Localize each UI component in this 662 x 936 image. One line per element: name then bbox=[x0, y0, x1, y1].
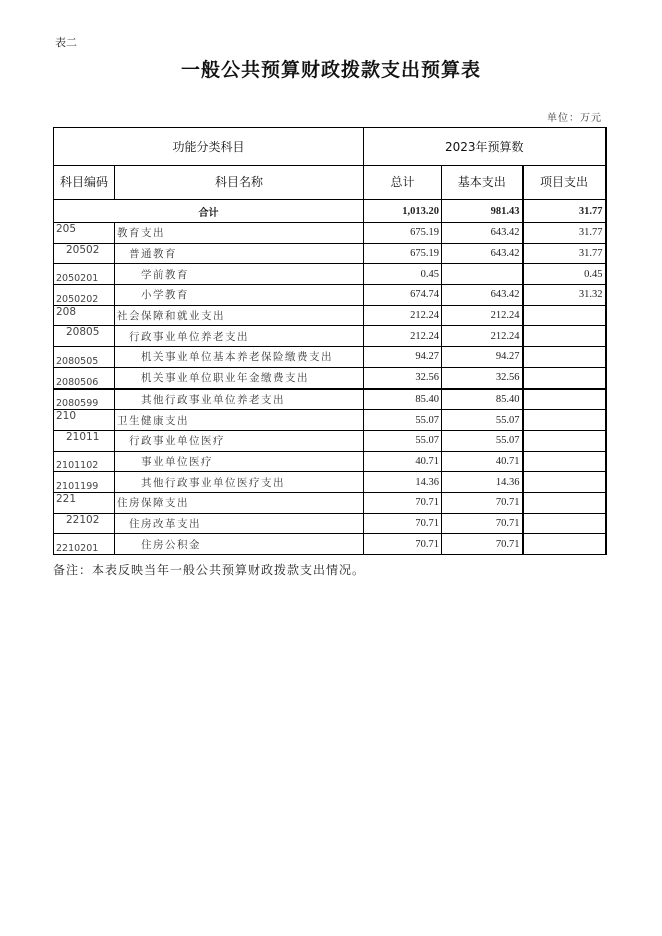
subject-name: 机关事业单位基本养老保险缴费支出 bbox=[115, 347, 364, 368]
table-row bbox=[54, 410, 606, 431]
amount-basic: 212.24 bbox=[442, 305, 523, 326]
table-row bbox=[54, 367, 606, 388]
table-row bbox=[54, 472, 606, 493]
total-row bbox=[54, 200, 606, 223]
amount-total: 55.07 bbox=[364, 430, 442, 451]
amount-project bbox=[523, 472, 606, 493]
subject-name: 普通教育 bbox=[115, 243, 364, 264]
table-row bbox=[54, 513, 606, 534]
amount-basic: 70.71 bbox=[442, 534, 523, 555]
total-basic: 981.43 bbox=[442, 200, 523, 223]
subject-code: 2210201 bbox=[54, 534, 115, 555]
amount-total: 70.71 bbox=[364, 492, 442, 513]
subject-name: 其他行政事业单位养老支出 bbox=[115, 389, 364, 410]
amount-total: 40.71 bbox=[364, 451, 442, 472]
amount-total: 70.71 bbox=[364, 534, 442, 555]
header-group-row bbox=[54, 128, 606, 166]
unit-label: 单位：万元 bbox=[547, 113, 602, 124]
subject-name: 住房保障支出 bbox=[115, 492, 364, 513]
amount-project: 31.32 bbox=[523, 285, 606, 306]
header-column-row bbox=[54, 166, 606, 200]
table-row bbox=[54, 347, 606, 368]
subject-code: 20502 bbox=[54, 243, 115, 264]
subject-name: 小学教育 bbox=[115, 285, 364, 306]
subject-code: 2050201 bbox=[54, 264, 115, 285]
amount-project: 31.77 bbox=[523, 223, 606, 244]
amount-total: 0.45 bbox=[364, 264, 442, 285]
table-row bbox=[54, 285, 606, 306]
amount-total: 14.36 bbox=[364, 472, 442, 493]
amount-basic: 85.40 bbox=[442, 389, 523, 410]
subject-name: 学前教育 bbox=[115, 264, 364, 285]
subject-code: 2050202 bbox=[54, 285, 115, 306]
subject-code: 2080506 bbox=[54, 367, 115, 388]
total-project: 31.77 bbox=[523, 200, 606, 223]
subject-code: 21011 bbox=[54, 430, 115, 451]
amount-project bbox=[523, 367, 606, 388]
header-total: 总计 bbox=[364, 166, 442, 200]
amount-basic: 55.07 bbox=[442, 410, 523, 431]
subject-name: 教育支出 bbox=[115, 223, 364, 244]
amount-project bbox=[523, 492, 606, 513]
subject-code: 221 bbox=[54, 492, 115, 513]
amount-basic: 94.27 bbox=[442, 347, 523, 368]
subject-code: 205 bbox=[54, 223, 115, 244]
subject-code: 22102 bbox=[54, 513, 115, 534]
header-name: 科目名称 bbox=[115, 166, 364, 200]
table-row bbox=[54, 264, 606, 285]
amount-total: 674.74 bbox=[364, 285, 442, 306]
subject-name: 社会保障和就业支出 bbox=[115, 305, 364, 326]
amount-basic bbox=[442, 264, 523, 285]
header-project: 项目支出 bbox=[523, 166, 606, 200]
table-row bbox=[54, 326, 606, 347]
subject-name: 其他行政事业单位医疗支出 bbox=[115, 472, 364, 493]
subject-code: 210 bbox=[54, 410, 115, 431]
amount-total: 94.27 bbox=[364, 347, 442, 368]
amount-project: 31.77 bbox=[523, 243, 606, 264]
table-row bbox=[54, 223, 606, 244]
footnote: 备注：本表反映当年一般公共预算财政拨款支出情况。 bbox=[53, 563, 366, 577]
amount-project bbox=[523, 326, 606, 347]
table-row bbox=[54, 243, 606, 264]
amount-project bbox=[523, 430, 606, 451]
amount-basic: 643.42 bbox=[442, 223, 523, 244]
amount-total: 212.24 bbox=[364, 305, 442, 326]
subject-code: 2101199 bbox=[54, 472, 115, 493]
amount-basic: 70.71 bbox=[442, 492, 523, 513]
amount-project bbox=[523, 410, 606, 431]
subject-name: 住房公积金 bbox=[115, 534, 364, 555]
amount-basic: 643.42 bbox=[442, 243, 523, 264]
table-row bbox=[54, 389, 606, 410]
header-code bbox=[54, 166, 115, 200]
table-row bbox=[54, 305, 606, 326]
amount-project bbox=[523, 513, 606, 534]
amount-project bbox=[523, 534, 606, 555]
header-budget-year: 2023年预算数 bbox=[364, 128, 606, 166]
amount-project: 0.45 bbox=[523, 264, 606, 285]
table-row bbox=[54, 430, 606, 451]
amount-basic: 212.24 bbox=[442, 326, 523, 347]
amount-project bbox=[523, 389, 606, 410]
subject-name: 住房改革支出 bbox=[115, 513, 364, 534]
header-basic: 基本支出 bbox=[442, 166, 523, 200]
subject-name: 卫生健康支出 bbox=[115, 410, 364, 431]
total-label: 合计 bbox=[54, 200, 364, 223]
amount-total: 212.24 bbox=[364, 326, 442, 347]
amount-total: 55.07 bbox=[364, 410, 442, 431]
subject-name: 事业单位医疗 bbox=[115, 451, 364, 472]
table-row bbox=[54, 492, 606, 513]
amount-total: 85.40 bbox=[364, 389, 442, 410]
amount-basic: 40.71 bbox=[442, 451, 523, 472]
amount-project bbox=[523, 451, 606, 472]
page-title: 一般公共预算财政拨款支出预算表 bbox=[180, 59, 481, 81]
subject-code: 208 bbox=[54, 305, 115, 326]
subject-code: 2101102 bbox=[54, 451, 115, 472]
amount-basic: 14.36 bbox=[442, 472, 523, 493]
budget-table bbox=[53, 127, 607, 555]
subject-name: 行政事业单位医疗 bbox=[115, 430, 364, 451]
table-number-label: 表二 bbox=[55, 36, 77, 49]
amount-basic: 32.56 bbox=[442, 367, 523, 388]
subject-code: 20805 bbox=[54, 326, 115, 347]
table-row bbox=[54, 451, 606, 472]
subject-code: 2080599 bbox=[54, 389, 115, 410]
subject-code: 2080505 bbox=[54, 347, 115, 368]
amount-total: 675.19 bbox=[364, 243, 442, 264]
amount-project bbox=[523, 347, 606, 368]
header-code-text: 科目编码 bbox=[59, 175, 108, 189]
amount-basic: 643.42 bbox=[442, 285, 523, 306]
amount-total: 70.71 bbox=[364, 513, 442, 534]
amount-total: 32.56 bbox=[364, 367, 442, 388]
subject-name: 行政事业单位养老支出 bbox=[115, 326, 364, 347]
header-functional-classification: 功能分类科目 bbox=[54, 128, 364, 166]
subject-name: 机关事业单位职业年金缴费支出 bbox=[115, 367, 364, 388]
table-row bbox=[54, 534, 606, 555]
amount-project bbox=[523, 305, 606, 326]
amount-total: 675.19 bbox=[364, 223, 442, 244]
total-sum: 1,013.20 bbox=[364, 200, 442, 223]
amount-basic: 55.07 bbox=[442, 430, 523, 451]
amount-basic: 70.71 bbox=[442, 513, 523, 534]
